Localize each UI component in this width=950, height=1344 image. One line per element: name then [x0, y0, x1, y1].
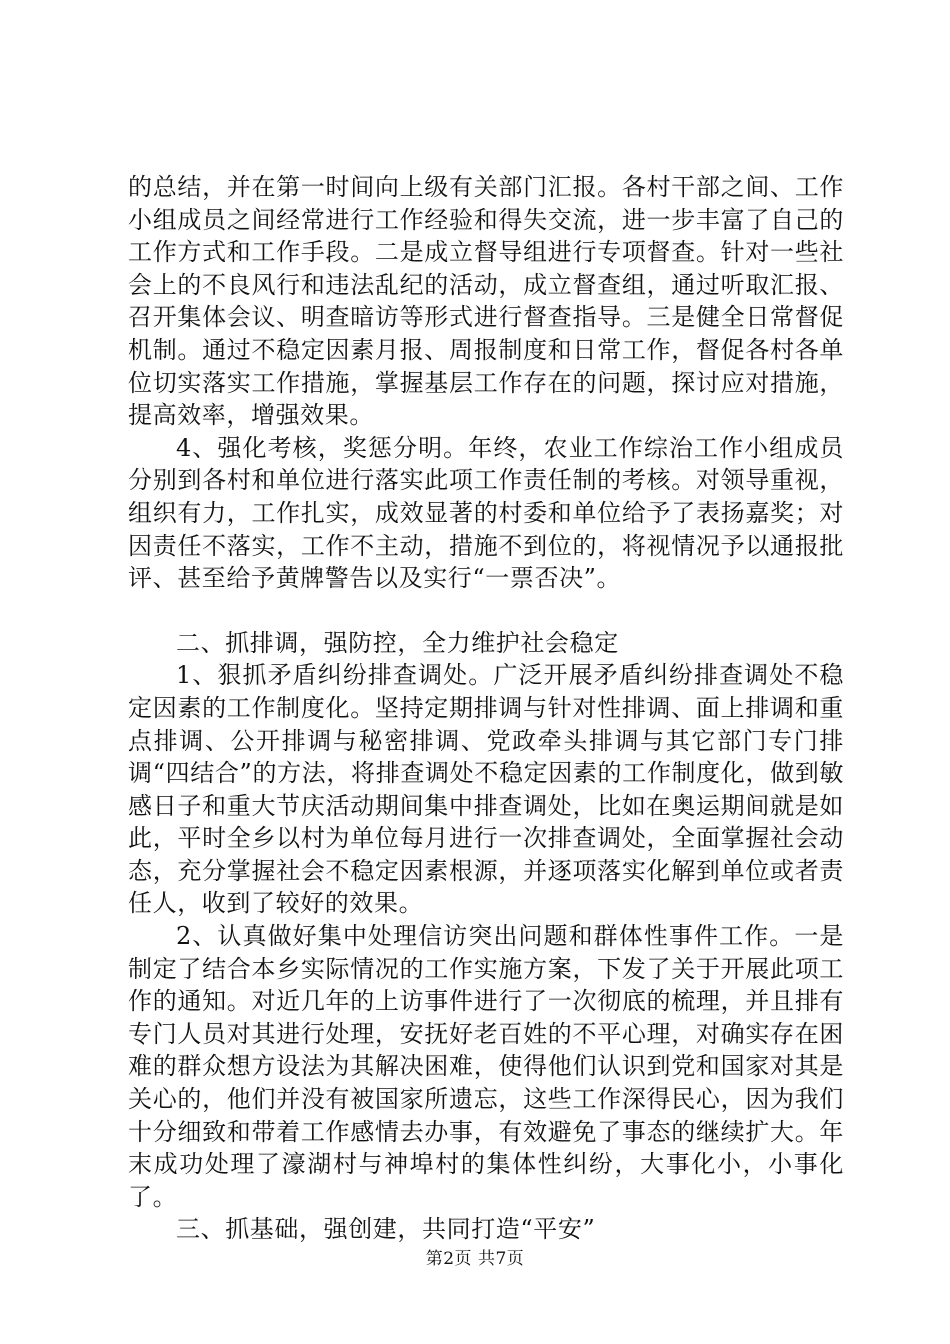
- section-heading-two: 二、抓排调，强防控，全力维护社会稳定: [176, 628, 619, 657]
- paragraph-dispute-investigation: 1、狠抓矛盾纠纷排查调处。广泛开展矛盾纠纷排查调处不稳定因素的工作制度化。坚持定期排调与针对性排调、面上排调和重点排调、公开排调与秘密排调、党政牵头排调与其它部门专门排调“四结合”的方法，将排查调处不稳定因素的工作制度化，做到敏感日子和重大节庆活动期间集中排查调处，比如在奥运期间就是如此，平时全乡以村为单位每月进行一次排查调处，全面掌握社会动态，充分掌握社会不稳定因素根源，并逐项落实化解到单位或者责任人，收到了较好的效果。: [128, 661, 844, 918]
- section-heading-three: 三、抓基础，强创建，共同打造“平安”: [176, 1215, 596, 1244]
- paragraph-assessment: 4、强化考核，奖惩分明。年终，农业工作综治工作小组成员分别到各村和单位进行落实此项工作责任制的考核。对领导重视，组织有力，工作扎实，成效显著的村委和单位给予了表扬嘉奖；对因责任不落实，工作不主动，措施不到位的，将视情况予以通报批评、甚至给予黄牌警告以及实行“一票否决”。: [128, 433, 844, 593]
- paragraph-supervision-summary: 的总结，并在第一时间向上级有关部门汇报。各村干部之间、工作小组成员之间经常进行工作经验和得失交流，进一步丰富了自己的工作方式和工作手段。二是成立督导组进行专项督查。针对一些社会上的不良风行和违法乱纪的活动，成立督查组，通过听取汇报、召开集体会议、明查暗访等形式进行督查指导。三是健全日常督促机制。通过不稳定因素月报、周报制度和日常工作，督促各村各单位切实落实工作措施，掌握基层工作存在的问题，探讨应对措施，提高效率，增强效果。: [128, 173, 844, 430]
- page-number-footer: 第2页 共7页: [425, 1249, 525, 1269]
- document-body: [128, 171, 844, 1246]
- paragraph-petition-handling: 2、认真做好集中处理信访突出问题和群体性事件工作。一是制定了结合本乡实际情况的工作实施方案，下发了关于开展此项工作的通知。对近几年的上访事件进行了一次彻底的梳理，并且排有专门人员对其进行处理，安抚好老百姓的不平心理，对确实存在困难的群众想方设法为其解决困难，使得他们认识到党和国家对其是关心的，他们并没有被国家所遗忘，这些工作深得民心，因为我们十分细致和带着工作感情去办事，有效避免了事态的继续扩大。年末成功处理了濠湖村与神埠村的集体性纠纷，大事化小，小事化了。: [128, 922, 844, 1211]
